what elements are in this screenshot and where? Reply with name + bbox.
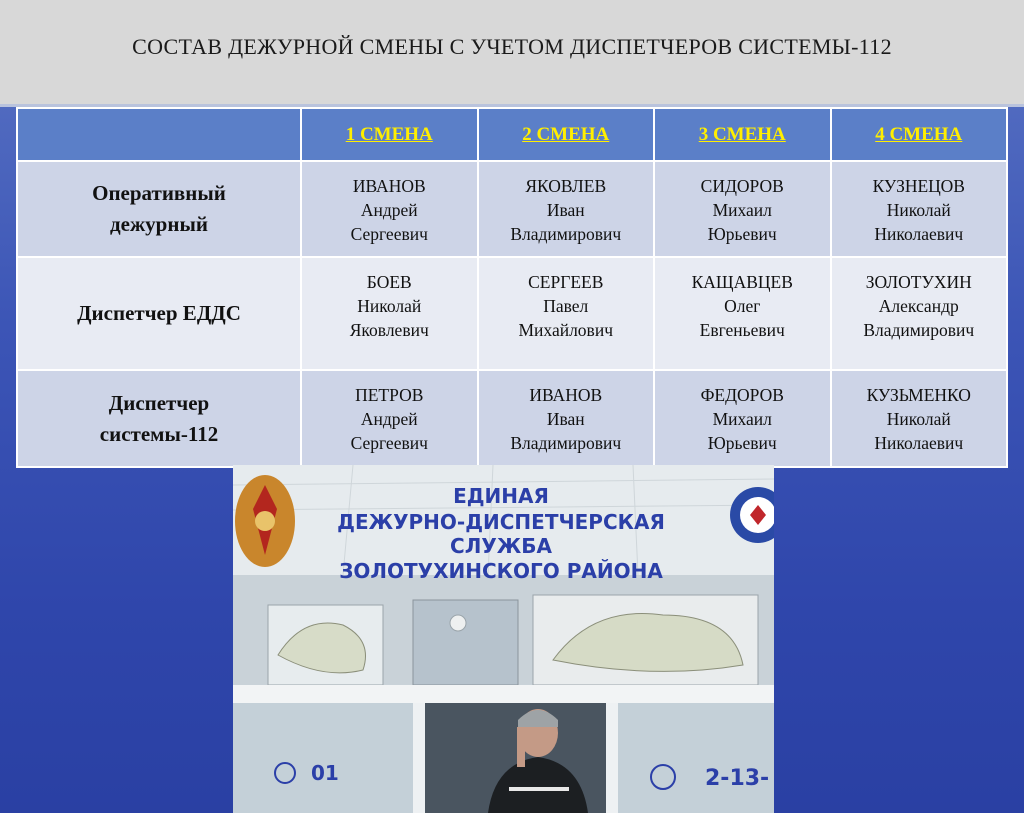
window-number-left: 01 — [311, 761, 339, 785]
shift-header-2: 2 СМЕНА — [478, 108, 655, 161]
person-cell: ПЕТРОВ Андрей Сергеевич — [301, 370, 478, 467]
person-cell: ЗОЛОТУХИН Александр Владимирович — [831, 257, 1008, 370]
person-cell: ИВАНОВ Иван Владимирович — [478, 370, 655, 467]
title-band — [0, 0, 1024, 107]
duty-roster-table — [16, 107, 1008, 468]
sign-line-4: ЗОЛОТУХИНСКОГО РАЙОНА — [339, 559, 663, 583]
person-cell: ЯКОВЛЕВ Иван Владимирович — [478, 161, 655, 257]
window-number-right: 2-13- — [705, 766, 770, 791]
person-cell: КАЩАВЦЕВ Олег Евгеньевич — [654, 257, 831, 370]
office-photo — [233, 465, 774, 813]
table-header-row — [17, 108, 1007, 161]
table-row — [17, 370, 1007, 467]
person-cell: КУЗНЕЦОВ Николай Николаевич — [831, 161, 1008, 257]
role-cell: Диспетчер системы-112 — [17, 370, 301, 467]
sign-line-2: ДЕЖУРНО-ДИСПЕТЧЕРСКАЯ — [337, 510, 665, 534]
emergency-emblem-icon — [235, 475, 295, 567]
sign-line-1: ЕДИНАЯ — [453, 484, 549, 508]
sign-line-3: СЛУЖБА — [450, 534, 552, 558]
role-cell: Оперативный дежурный — [17, 161, 301, 257]
person-cell: ИВАНОВ Андрей Сергеевич — [301, 161, 478, 257]
person-cell: БОЕВ Николай Яковлевич — [301, 257, 478, 370]
table-row — [17, 257, 1007, 370]
shift-header-1: 1 СМЕНА — [301, 108, 478, 161]
table-row — [17, 161, 1007, 257]
role-cell: Диспетчер ЕДДС — [17, 257, 301, 370]
shift-header-4: 4 СМЕНА — [831, 108, 1008, 161]
person-cell: КУЗЬМЕНКО Николай Николаевич — [831, 370, 1008, 467]
person-cell: СЕРГЕЕВ Павел Михайлович — [478, 257, 655, 370]
person-cell: ФЕДОРОВ Михаил Юрьевич — [654, 370, 831, 467]
page-title: СОСТАВ ДЕЖУРНОЙ СМЕНЫ С УЧЕТОМ ДИСПЕТЧЕРОВ СИСТЕМЫ-112 — [132, 34, 892, 59]
shift-header-3: 3 СМЕНА — [654, 108, 831, 161]
corner-cell — [17, 108, 301, 161]
person-cell: СИДОРОВ Михаил Юрьевич — [654, 161, 831, 257]
